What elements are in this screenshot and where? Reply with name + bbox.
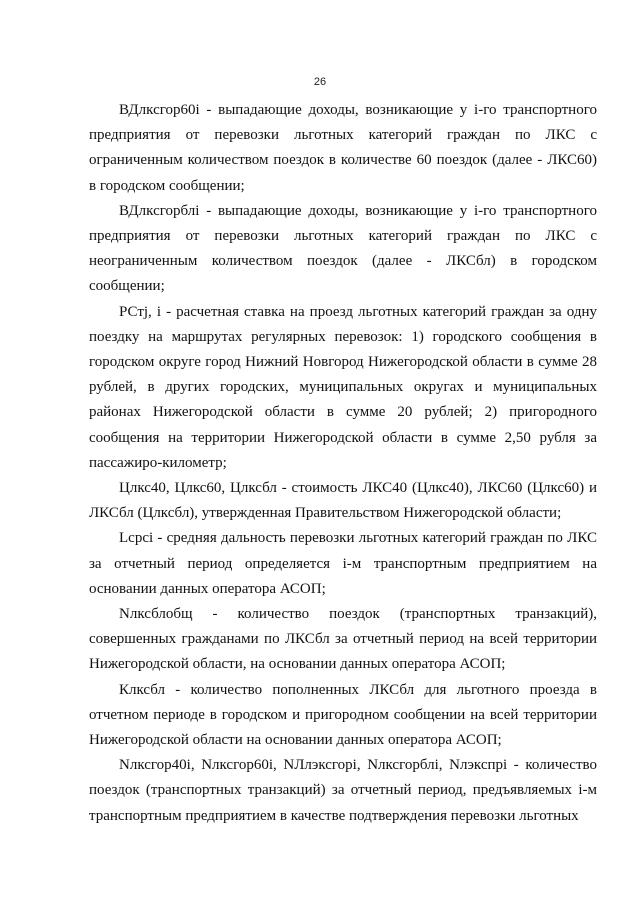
paragraph-distance: Lсрсi - средняя дальность перевозки льготных категорий граждан по ЛКС за отчетный период определяется i-м транспортным предприятием на основании данных оператора АСОП;	[89, 530, 597, 597]
paragraph-vd-60: ВДлксгор60i - выпадающие доходы, возникающие у i-го транспортного предприятия от перевозки льготных категорий граждан по ЛКС с ограниченным количеством поездок в количестве 60 поездок (далее - ЛКС60) в городском сообщении;	[89, 102, 597, 194]
paragraph-vd-bl: ВДлксгорблi - выпадающие доходы, возникающие у i-го транспортного предприятия от перевозки льготных категорий граждан по ЛКС с неограниченным количеством поездок (далее - ЛКСбл) в городском сообщении;	[89, 202, 597, 295]
body-text	[89, 98, 597, 829]
paragraph-cost: Цлкс40, Цлкс60, Цлксбл - стоимость ЛКС40 (Цлкс40), ЛКС60 (Цлкс60) и ЛКСбл (Цлксбл), утвержденная Правительством Нижегородской области;	[89, 480, 597, 522]
paragraph-rate: РСтj, i - расчетная ставка на проезд льготных категорий граждан за одну поездку на маршрутах регулярных перевозок: 1) городского сообщения в городском округе город Нижний Новгород Нижегородской области в сумме 28 рублей, в других городских, муниципальных округах и муниципальных районах Нижегородской области в сумме 20 рублей; 2) пригородного сообщения на территории Нижегородской области в сумме 2,50 рубля за пассажиро-километр;	[89, 303, 597, 471]
page-number: 26	[313, 76, 327, 88]
paragraph-card-count: Клксбл - количество пополненных ЛКСбл для льготного проезда в отчетном периоде в городском и пригородном сообщении на всей территории Нижегородской области на основании данных оператора АСОП;	[89, 681, 597, 749]
paragraph-trips-by-type: Nлксгор40i, Nлксгор60i, NЛлэксгорi, Nлксгорблi, Nлэкспрi - количество поездок (транспортных транзакций) за отчетный период, предъявляемых i-м транспортным предприятием в качестве подтверждения перевозки льготных	[89, 757, 597, 824]
paragraph-trip-count: Nлксблобщ - количество поездок (транспортных транзакций), совершенных гражданами по ЛКСбл за отчетный период на всей территории Нижегородской области, на основании данных оператора АСОП;	[89, 606, 597, 673]
